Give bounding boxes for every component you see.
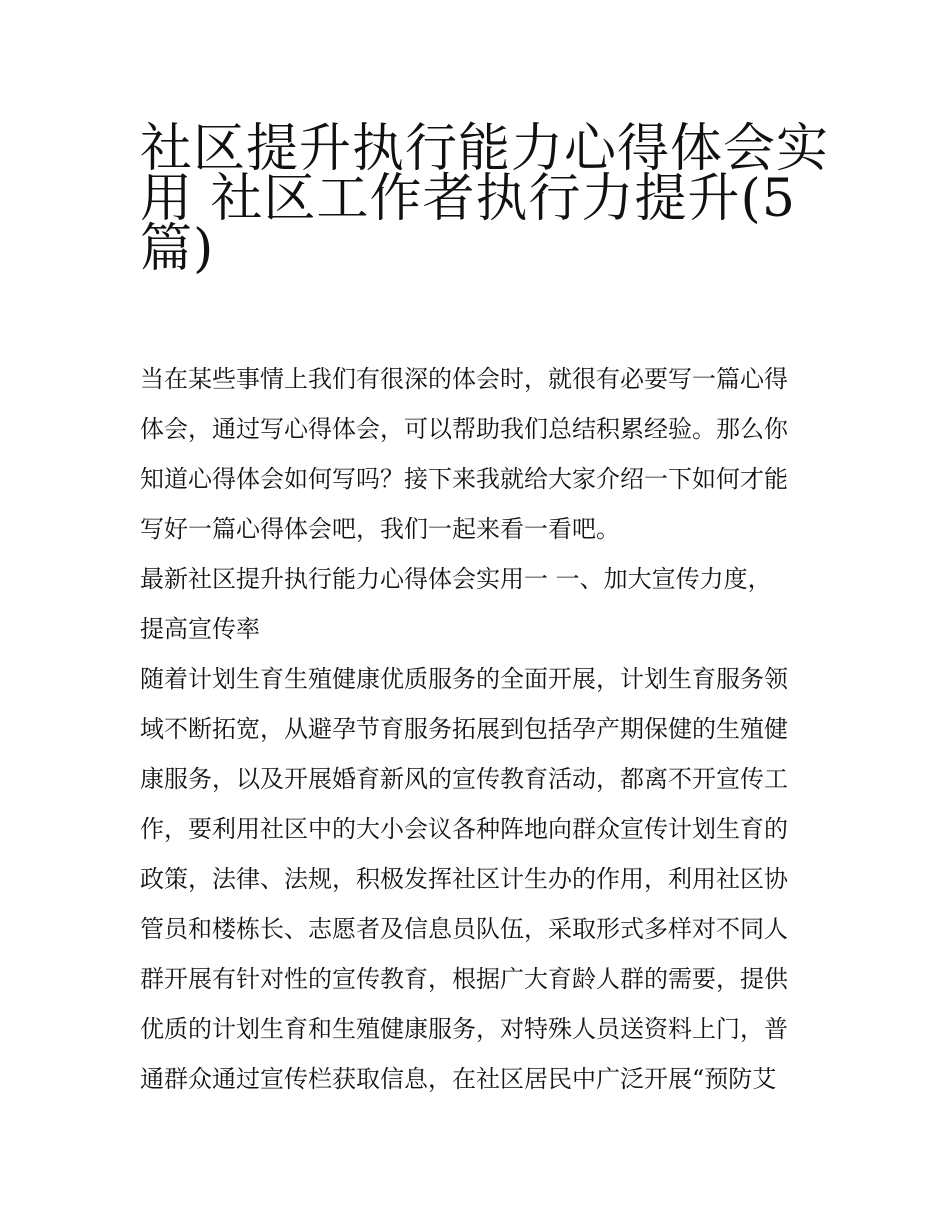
text-line: 优质的计划生育和生殖健康服务，对特殊人员送资料上门，普	[140, 1015, 788, 1043]
title-line: 社区提升执行能力心得体会实	[140, 119, 830, 179]
text-line: 知道心得体会如何写吗？接下来我就给大家介绍一下如何才能	[140, 465, 788, 493]
text-line: 域不断拓宽，从避孕节育服务拓展到包括孕产期保健的生殖健	[140, 715, 788, 743]
document-title	[140, 112, 830, 279]
text-line: 当在某些事情上我们有很深的体会时，就很有必要写一篇心得	[140, 365, 788, 393]
body-paragraph	[140, 654, 812, 1104]
text-line: 体会，通过写心得体会，可以帮助我们总结积累经验。那么你	[140, 415, 788, 443]
document-body	[140, 354, 812, 1104]
text-line: 康服务，以及开展婚育新风的宣传教育活动，都离不开宣传工	[140, 765, 788, 793]
text-line: 作，要利用社区中的大小会议各种阵地向群众宣传计划生育的	[140, 815, 788, 843]
title-line: 篇)	[140, 219, 215, 279]
intro-paragraph	[140, 354, 812, 554]
text-line: 通群众通过宣传栏获取信息，在社区居民中广泛开展“预防艾	[140, 1065, 777, 1093]
title-line: 用 社区工作者执行力提升(5	[140, 169, 796, 229]
text-line: 政策，法律、法规，积极发挥社区计生办的作用，利用社区协	[140, 865, 788, 893]
text-line: 提高宣传率	[140, 615, 260, 643]
section-heading	[140, 554, 812, 654]
text-line: 随着计划生育生殖健康优质服务的全面开展，计划生育服务领	[140, 665, 788, 693]
text-line: 群开展有针对性的宣传教育，根据广大育龄人群的需要，提供	[140, 965, 788, 993]
text-line: 写好一篇心得体会吧，我们一起来看一看吧。	[140, 515, 620, 543]
text-line: 管员和楼栋长、志愿者及信息员队伍，采取形式多样对不同人	[140, 915, 788, 943]
text-line: 最新社区提升执行能力心得体会实用一 一、加大宣传力度，	[140, 565, 772, 593]
